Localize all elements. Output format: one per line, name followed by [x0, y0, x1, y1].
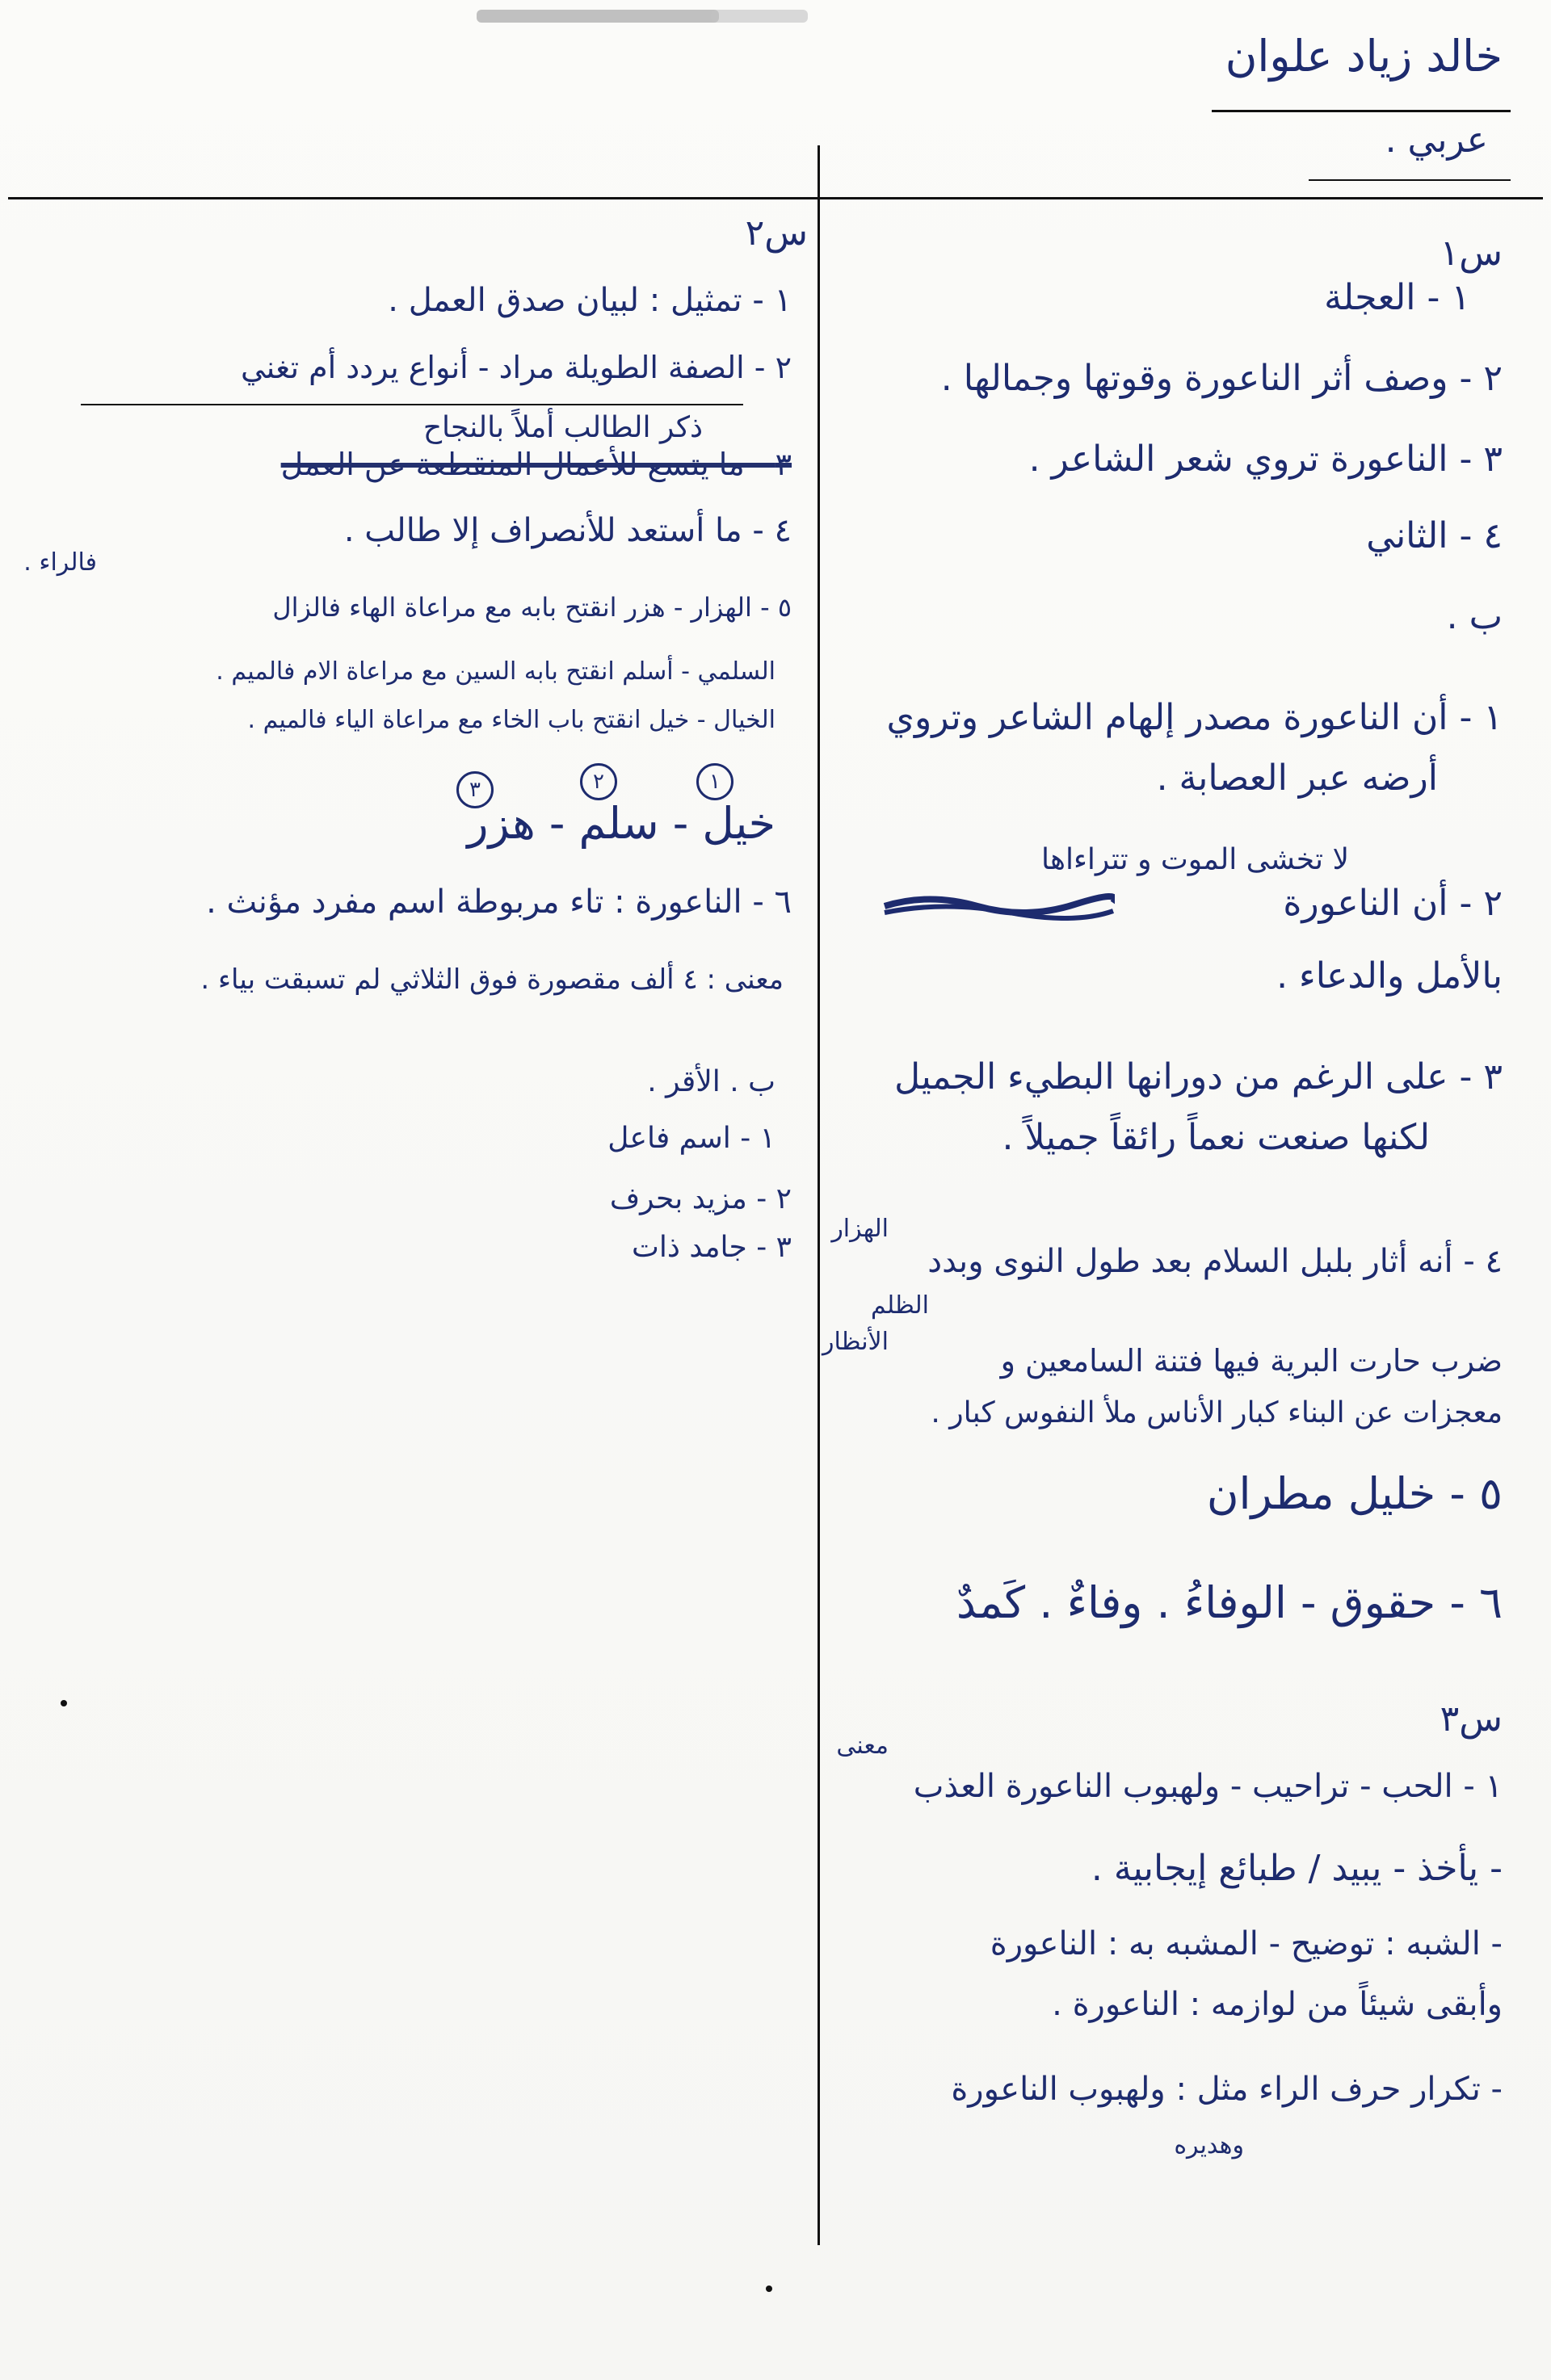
answer-l5: ٥ - الهزار - هزر انقتح بابه مع مراعاة الهاء فالزال: [272, 592, 792, 623]
answer-sb3: ٣ - جامد ذات: [632, 1231, 792, 1264]
page-divider-vertical: [818, 145, 820, 2245]
answer-b4-insert-2: الأنظار: [822, 1328, 889, 1356]
answer-b3-line1: ٣ - على الرغم من دورانها البطيء الجميل: [894, 1056, 1503, 1098]
answer-b2-line2: بالأمل والدعاء .: [1276, 955, 1503, 997]
answer-sb2: ٢ - مزيد بحرف: [609, 1182, 792, 1215]
answer-l2: ٢ - الصفة الطويلة مراد - أنواع يردد أم تغني: [240, 350, 792, 385]
answer-sb1: ١ - اسم فاعل: [607, 1122, 776, 1155]
answer-l1: ١ - تمثيل : لبيان صدق العمل .: [388, 282, 792, 319]
answer-1: ١ - العجلة: [1324, 277, 1470, 318]
answer-l6-b: معنى : ٤ ألف مقصورة فوق الثلاثي لم تسبقت بياء .: [200, 963, 784, 996]
scan-edge-mark: [711, 10, 808, 23]
answer-3: ٣ - الناعورة تروي شعر الشاعر .: [1028, 439, 1503, 480]
section-b-left-title: ب . الأقر .: [647, 1065, 776, 1098]
answer-l3-crossed: ٣ - ما يتسع للأعمال المنقطعة عن العمل: [280, 447, 792, 482]
answer-l5-b: الخيال - خيل انقتح باب الخاء مع مراعاة الياء فالميم .: [247, 706, 776, 734]
answer-l5-note: فالراء .: [23, 548, 97, 577]
ink-dot: [766, 2286, 772, 2292]
page-divider-horizontal: [8, 197, 1543, 199]
answer-b2-line1: ٢ - أن الناعورة: [1283, 883, 1503, 924]
answer-c3-line1: - الشبه : توضيح - المشبه به : الناعورة: [990, 1925, 1503, 1962]
answer-l4: ٤ - ما أستعد للأنصراف إلا طالب .: [343, 512, 792, 549]
answer-b4-line1: ٤ - أنه أثار بلبل السلام بعد طول النوى وبدد: [927, 1243, 1503, 1280]
subject-underline: [1309, 179, 1511, 181]
answer-c4-line2: وهديره: [1174, 2131, 1244, 2160]
answer-4: ٤ - الثاني: [1366, 515, 1503, 556]
student-name: خالد زياد علوان: [1225, 31, 1503, 82]
answer-c3-line2: وأبقى شيئاً من لوازمه : الناعورة .: [1052, 1986, 1503, 2023]
header-underline: [1212, 110, 1511, 112]
answer-b1-line2: أرضه عبر العصابة .: [1156, 758, 1438, 799]
answer-b6: ٦ - حقوق - الوفاءُ . وفاءٌ . كَمدٌ: [956, 1577, 1503, 1628]
number-circle-3: ٣: [456, 771, 494, 808]
answer-b3-line2: لكنها صنعت نعماً رائقاً جميلاً .: [1002, 1117, 1430, 1158]
answer-l2-insert: ذكر الطالب أملاً بالنجاح: [422, 411, 703, 444]
answer-b2-insert: لا تخشى الموت و تتراءاها: [1041, 843, 1349, 876]
answer-b4-insert: الهزار: [831, 1215, 889, 1243]
ink-dot: [61, 1700, 67, 1706]
question-2-title: س٢: [745, 212, 808, 254]
answer-l5-result: خيل - سلم - هزر: [467, 798, 776, 849]
scan-edge-mark: [477, 10, 719, 23]
answer-l5-a: السلمي - أسلم انقتح بابه السين مع مراعاة الام فالميم .: [216, 657, 776, 686]
answer-l2-underline: [81, 404, 743, 405]
answer-c4-line1: - تكرار حرف الراء مثل : ولهبوب الناعورة: [951, 2071, 1503, 2108]
question-3-note: معنى: [836, 1731, 889, 1760]
subject-label: عربي .: [1385, 120, 1488, 161]
scribble-strike: [881, 888, 1115, 921]
question-3-title: س٣: [1440, 1698, 1503, 1740]
question-1-title: س١: [1440, 233, 1503, 274]
answer-b4-word: الظلم: [871, 1291, 929, 1320]
section-b-title: ب .: [1446, 596, 1503, 637]
answer-b5: ٥ - خليل مطران: [1206, 1468, 1503, 1519]
number-circle-1: ١: [696, 763, 733, 800]
answer-c2: - يأخذ - يبيد / طبائع إيجابية .: [1091, 1848, 1503, 1889]
answer-c1: ١ - الحب - تراحيب - ولهبوب الناعورة العذب: [913, 1768, 1503, 1805]
answer-b1-line1: ١ - أن الناعورة مصدر إلهام الشاعر وتروي: [886, 697, 1503, 738]
number-circle-2: ٢: [580, 763, 617, 800]
answer-b4-line2: ضرب حارت البرية فيها فتنة السامعين و: [1000, 1343, 1503, 1379]
answer-b4-line3: معجزات عن البناء كبار الأناس ملأ النفوس كبار .: [931, 1396, 1503, 1429]
answer-l6: ٦ - الناعورة : تاء مربوطة اسم مفرد مؤنث .: [206, 884, 792, 921]
answer-2: ٢ - وصف أثر الناعورة وقوتها وجمالها .: [940, 358, 1503, 399]
scribbled-out-text: [881, 888, 1115, 921]
